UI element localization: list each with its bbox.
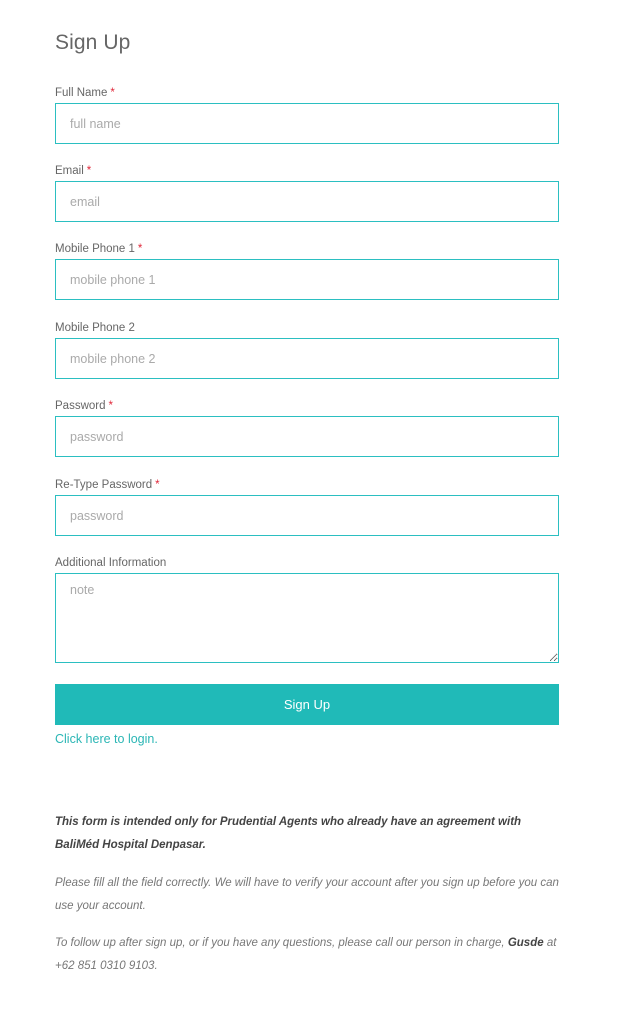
additional-info-textarea[interactable] [55,573,559,663]
email-label [55,163,559,179]
verify-notice: Please fill all the field correctly. We will have to verify your account after you sign up before you can use your account. [55,877,559,912]
mobile-phone-2-label-text: Mobile Phone 2 [55,322,135,334]
additional-info-group [55,555,559,663]
page-title: Sign Up [55,31,131,54]
additional-info-label [55,555,559,571]
retype-password-label [55,477,559,493]
contact-prefix: To follow up after sign up, or if you have any questions, please call our person in charge, [55,937,505,949]
password-label [55,398,559,414]
mobile-phone-2-input[interactable] [55,338,559,379]
mobile-phone-2-group [55,320,559,379]
additional-info-label-text: Additional Information [55,557,167,569]
contact-name: Gusde [507,937,544,949]
retype-password-input[interactable] [55,495,559,536]
mobile-phone-1-label [55,241,559,257]
required-mark: * [110,87,115,99]
required-mark: * [137,243,143,255]
email-group [55,163,559,222]
password-group [55,398,559,457]
mobile-phone-1-group [55,241,559,300]
required-mark: * [86,165,92,177]
full-name-label [55,85,559,101]
agent-notice: This form is intended only for Prudential Agents who already have an agreement with BaliMéd Hospital Denpasar. [55,816,522,851]
password-label-text: Password [55,400,106,412]
email-label-text: Email [55,165,84,177]
full-name-label-text: Full Name [55,87,108,99]
mobile-phone-2-label [55,320,559,336]
retype-password-label-text: Re-Type Password [55,479,153,491]
contact-suffix: at +62 851 0310 9103. [55,937,557,972]
required-mark: * [108,400,113,412]
required-mark: * [155,479,160,491]
retype-password-group [55,477,559,536]
full-name-input[interactable] [55,103,559,144]
mobile-phone-1-label-text: Mobile Phone 1 [55,243,135,255]
contact-notice [55,932,559,978]
login-link[interactable]: Click here to login. [55,732,158,746]
email-input[interactable] [55,181,559,222]
password-input[interactable] [55,416,559,457]
mobile-phone-1-input[interactable] [55,259,559,300]
sign-up-button[interactable]: Sign Up [55,684,559,725]
full-name-group [55,85,559,144]
